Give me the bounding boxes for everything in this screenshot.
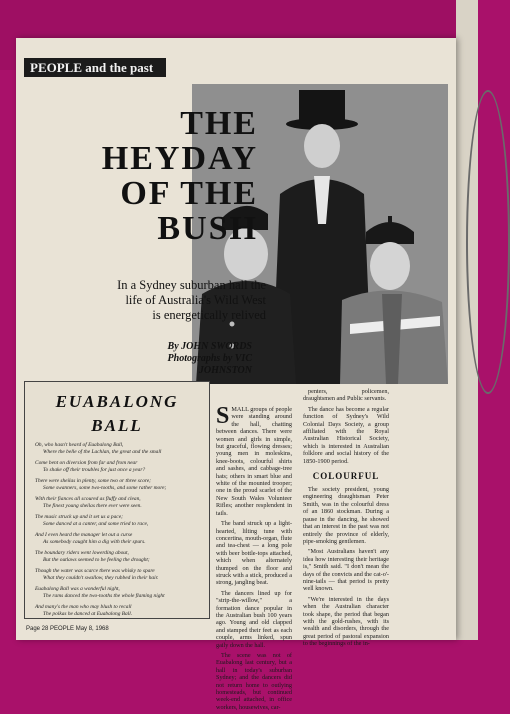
stanza bbox=[35, 496, 203, 510]
poem-title bbox=[25, 390, 209, 438]
verse-line: And many's the man who may blush to recall bbox=[35, 604, 132, 610]
headline-line: THE bbox=[180, 105, 258, 142]
facing-page-photo-edge bbox=[466, 90, 510, 394]
article-paragraph: "We're interested in the days when the Australian character took shape, the period that began with the gold-rushes, with its wealth and disorders, through the great period of pastoral expansion to the beginnings of the in- bbox=[303, 595, 389, 648]
byline bbox=[112, 341, 252, 377]
article-column-1 bbox=[216, 403, 292, 714]
page-footer: Page 28 PEOPLE May 8, 1968 bbox=[26, 626, 109, 632]
headline-line: OF THE bbox=[120, 175, 258, 212]
headline-line: BUSH bbox=[157, 210, 258, 247]
photo-credit: Photographs by VIC JOHNSTON bbox=[167, 353, 252, 376]
verse-line: The rams danced the two-tooths the whole flaming night bbox=[43, 593, 165, 599]
verse-line: The polkas he danced at Euabalong Ball. bbox=[43, 611, 133, 617]
stanza bbox=[35, 586, 203, 600]
verse-line: What they couldn't swallow, they rubbed in their hair. bbox=[43, 575, 159, 581]
facing-page-edge bbox=[456, 0, 478, 640]
headline-line: HEYDAY bbox=[101, 140, 258, 177]
verse-line: But the outlaws seemed to be feeling the drought; bbox=[43, 557, 150, 563]
section-label: PEOPLE and the past bbox=[30, 60, 154, 75]
poem-box bbox=[24, 381, 210, 619]
verse-line: Some danced at a canter, and some tried to race, bbox=[43, 521, 149, 527]
article-column-2 bbox=[303, 388, 389, 651]
article-paragraph bbox=[216, 403, 292, 517]
verse-line: There were sheilas in plenty, some two or three score; bbox=[35, 478, 151, 484]
poem-stanzas bbox=[35, 442, 203, 622]
verse-line: To shake off their troubles for just once a year? bbox=[43, 467, 146, 473]
article-paragraph: "Most Australians haven't any idea how interesting their heritage is," Smith said. "I don't mean the days of the convicts and the cat-o'-nine-tails — that period is pretty well known. bbox=[303, 548, 389, 593]
stanza bbox=[35, 568, 203, 582]
verse-line: Some swanners, some two-tooths, and some rather more; bbox=[43, 485, 167, 491]
stanza bbox=[35, 604, 203, 618]
article-paragraph: The dance has become a regular function of Sydney's Wild Colonial Days Society, a group affiliated with the Royal Australian Historical Society, which is interested in Australian folklore and social history of the 1850-1900 period. bbox=[303, 405, 389, 465]
article-paragraph: The dancers lined up for "strip-the-willow," a formation dance popular in the Australian bush 100 years ago. Young and old clapped and stamped their feet as each couple, arms linked, spun gaily down the hall. bbox=[216, 589, 292, 649]
verse-line: As somebody caught him a dig with their spurs. bbox=[43, 539, 146, 545]
verse-line: Though the water was scarce there was whisky to spare bbox=[35, 568, 155, 574]
section-subhead: COLOURFUL bbox=[312, 471, 380, 482]
drop-cap: S bbox=[216, 403, 230, 429]
verse-line: The finest young sheilas there ever were seen. bbox=[43, 503, 142, 509]
article-paragraph: The band struck up a light-hearted, lilting tune with concertina, mouth-organ, flute and tea-chest — a long pole with beer bottle-tops attached, which when alternately thumped on the floor and struck with a stick, produced a strong, jangling beat. bbox=[216, 520, 292, 587]
verse-line: The boundary riders went lowerding about, bbox=[35, 550, 129, 556]
verse-line: The music struck up and it set us a pace; bbox=[35, 514, 123, 520]
article-text: MALL groups of people were standing around the hall, chatting between dances. There were women and girls in simple, but graceful, flowing dresses; young men in moleskins, knee-boots, colourful shirts and sashes, and cabbage-tree hats; others in smart blue and white of the mounted trooper; one in the proud scarlet of the New South Wales Volunteer Rifles; another resplendent in tails. bbox=[216, 406, 292, 517]
verse-line: Where the belle of the Lachlan, the great and the small bbox=[43, 449, 162, 455]
author-credit: By JOHN SWORDS bbox=[167, 341, 252, 352]
poem-title-line: EUABALONG bbox=[55, 392, 179, 411]
verse-line: Oh, who hasn't heard of Euabalong Ball, bbox=[35, 442, 124, 448]
article-paragraph: The scene was not of Euabalong last century, but a hall in today's suburban Sydney; and the dancers did not return home to outlying homesteads, but continued week-end attached, in office workers, housewives, car- bbox=[216, 652, 292, 711]
stanza bbox=[35, 478, 203, 492]
magazine-page bbox=[16, 38, 456, 711]
article-paragraph: The society president, young engineering draughtsman Peter Smith, was in the colourful dress of an 1860 stockman. During a pause in the dancing, he showed that an interest in the past was not entirely the province of elderly, pipe-smoking gentlemen. bbox=[303, 486, 389, 545]
section-label-bar bbox=[24, 58, 166, 77]
stanza bbox=[35, 460, 203, 474]
verse-line: Come bent on diversion from far and from near bbox=[35, 460, 138, 466]
verse-line: With their fiances all scoured as fluffy and clean, bbox=[35, 496, 141, 502]
headline bbox=[98, 106, 258, 246]
article-paragraph: penters, policemen, draughtsmen and Public servants. bbox=[303, 388, 389, 403]
verse-line: Euabalong Ball was a wonderful night, bbox=[35, 586, 120, 592]
standfirst: In a Sydney suburban hall the life of Australia's Wild West is energetically relived bbox=[117, 278, 266, 322]
stanza bbox=[35, 532, 203, 546]
verse-line: And I even heard the manager let out a curse bbox=[35, 532, 133, 538]
stanza bbox=[35, 514, 203, 528]
stanza bbox=[35, 442, 203, 456]
stanza bbox=[35, 550, 203, 564]
poem-title-line: BALL bbox=[91, 416, 143, 435]
